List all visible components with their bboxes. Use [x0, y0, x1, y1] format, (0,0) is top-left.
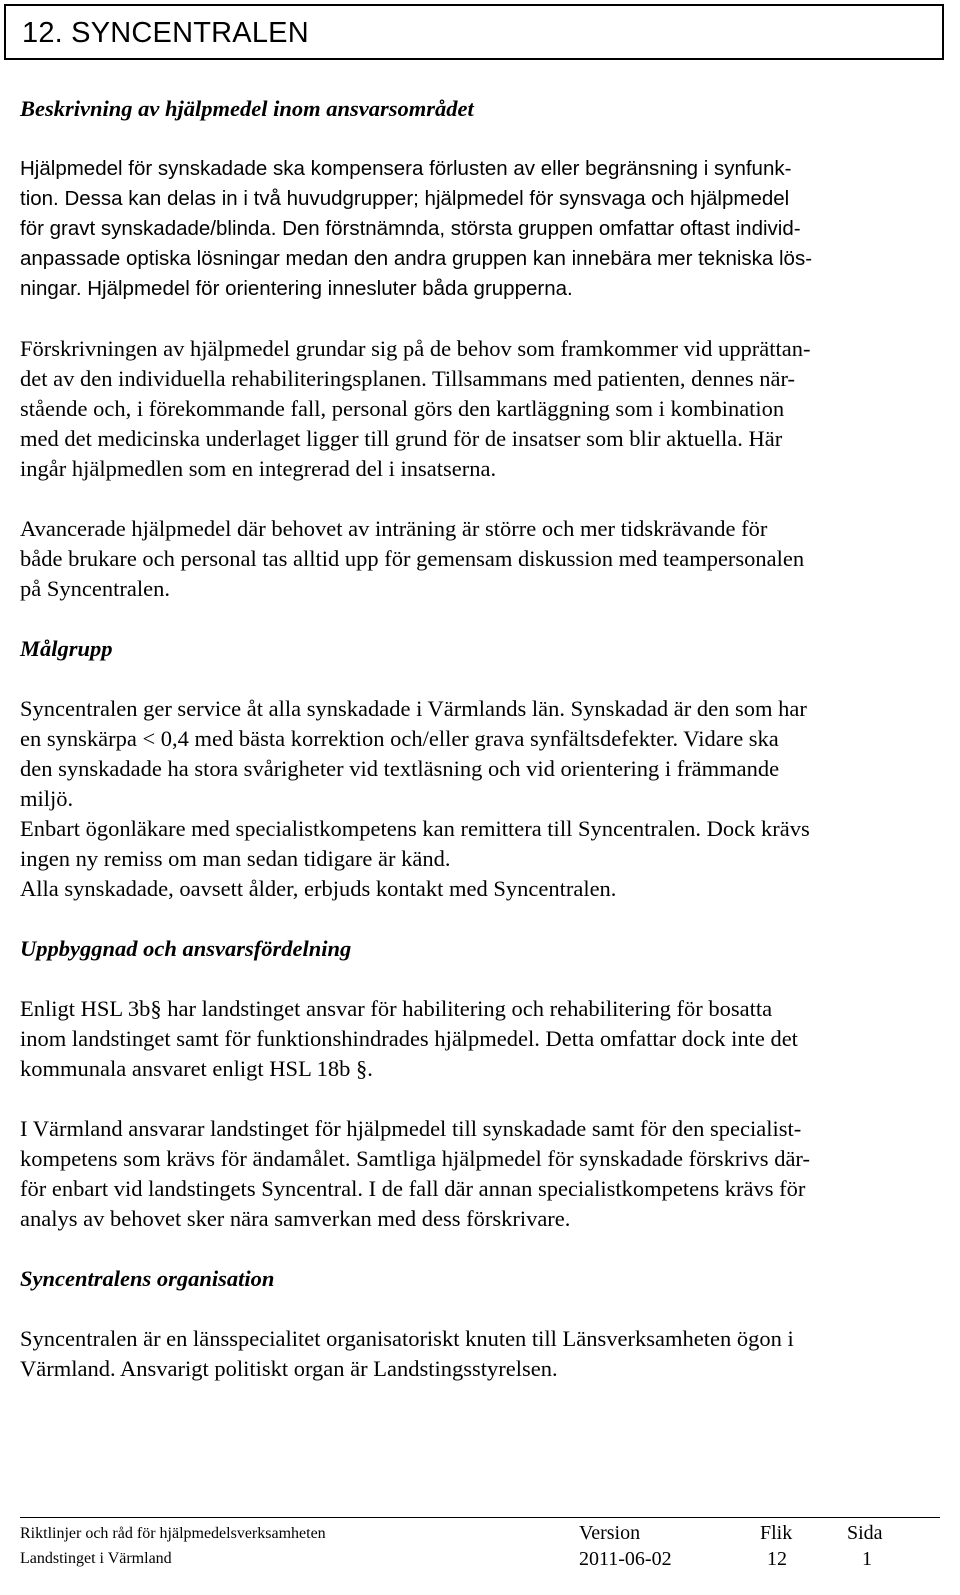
text-line: Förskrivningen av hjälpmedel grundar sig på de behov som framkommer vid upprättan- — [20, 336, 811, 361]
footer-organisation: Landstinget i Värmland — [20, 1550, 172, 1567]
text-line: det av den individuella rehabiliteringsplanen. Tillsammans med patienten, dennes när- — [20, 366, 795, 391]
page-footer — [20, 1517, 940, 1595]
text-line: på Syncentralen. — [20, 576, 170, 601]
text-line: ingen ny remiss om man sedan tidigare är känd. — [20, 846, 451, 871]
section-heading-organisation: Syncentralens organisation — [20, 1266, 275, 1291]
text-line: den synskadade ha stora svårigheter vid textläsning och vid orientering i främmande — [20, 756, 780, 781]
footer-flik-label: Flik — [760, 1522, 793, 1544]
footer-sida-label: Sida — [847, 1522, 883, 1544]
text-line: Syncentralen ger service åt alla synskadade i Värmlands län. Synskadad är den som har — [20, 696, 807, 721]
text-line: I Värmland ansvarar landstinget för hjälpmedel till synskadade samt för den specialist- — [20, 1116, 802, 1141]
text-line: miljö. — [20, 786, 74, 811]
text-line: Alla synskadade, oavsett ålder, erbjuds kontakt med Syncentralen. — [20, 876, 617, 901]
footer-flik-value: 12 — [767, 1548, 787, 1570]
text-line: kommunala ansvaret enligt HSL 18b §. — [20, 1056, 373, 1081]
text-line: både brukare och personal tas alltid upp för gemensam diskussion med teampersonalen — [20, 546, 805, 571]
text-line: Avancerade hjälpmedel där behovet av inträning är större och mer tidskrävande för — [20, 516, 768, 541]
chapter-title: 12. SYNCENTRALEN — [22, 17, 309, 49]
section-heading-beskrivning: Beskrivning av hjälpmedel inom ansvarsområdet — [20, 96, 474, 121]
text-line: Hjälpmedel för synskadade ska kompensera förlusten av eller begränsning i synfunk- — [20, 157, 792, 180]
text-line: Enbart ögonläkare med specialistkompetens kan remittera till Syncentralen. Dock krävs — [20, 816, 810, 841]
text-line: anpassade optiska lösningar medan den andra gruppen kan innebära mer tekniska lös- — [20, 247, 813, 270]
text-line: ningar. Hjälpmedel för orientering innesluter båda grupperna. — [20, 277, 573, 300]
paragraph-uppbyggnad-1 — [20, 994, 940, 1084]
text-line: Enligt HSL 3b§ har landstinget ansvar för habilitering och rehabilitering för bosatta — [20, 996, 773, 1021]
text-line: för gravt synskadade/blinda. Den förstnämnda, största gruppen omfattar oftast individ- — [20, 217, 801, 240]
footer-document-title: Riktlinjer och råd för hjälpmedelsverksamheten — [20, 1525, 326, 1542]
text-line: analys av behovet sker nära samverkan med dess förskrivare. — [20, 1206, 571, 1231]
paragraph-beskrivning-3 — [20, 514, 940, 604]
footer-version-label: Version — [579, 1522, 641, 1544]
text-line: ingår hjälpmedlen som en integrerad del i insatserna. — [20, 456, 497, 481]
paragraph-beskrivning-2 — [20, 334, 940, 484]
text-line: med det medicinska underlaget ligger till grund för de insatser som blir aktuella. Här — [20, 426, 783, 451]
text-line: Värmland. Ansvarigt politiskt organ är Landstingsstyrelsen. — [20, 1356, 558, 1381]
text-line: kompetens som krävs för ändamålet. Samtliga hjälpmedel för synskadade förskrivs där- — [20, 1146, 810, 1171]
document-body — [20, 94, 940, 1384]
text-line: tion. Dessa kan delas in i två huvudgrupper; hjälpmedel för synsvaga och hjälpmedel — [20, 187, 790, 210]
text-line: stående och, i förekommande fall, personal görs den kartläggning som i kombination — [20, 396, 785, 421]
section-heading-malgrupp: Målgrupp — [20, 636, 113, 661]
paragraph-malgrupp — [20, 694, 940, 904]
section-heading-uppbyggnad: Uppbyggnad och ansvarsfördelning — [20, 936, 352, 961]
paragraph-uppbyggnad-2 — [20, 1114, 940, 1234]
paragraph-organisation — [20, 1324, 940, 1384]
footer-version-value: 2011-06-02 — [579, 1548, 672, 1570]
text-line: för enbart vid landstingets Syncentral. I de fall där annan specialistkompetens krävs för — [20, 1176, 806, 1201]
text-line: Syncentralen är en länsspecialitet organisatoriskt knuten till Länsverksamheten ögon i — [20, 1326, 794, 1351]
paragraph-beskrivning-1 — [20, 154, 940, 304]
chapter-title-box — [4, 4, 944, 60]
text-line: inom landstinget samt för funktionshindrades hjälpmedel. Detta omfattar dock inte det — [20, 1026, 798, 1051]
text-line: en synskärpa < 0,4 med bästa korrektion och/eller grava synfältsdefekter. Vidare ska — [20, 726, 779, 751]
footer-sida-value: 1 — [862, 1548, 872, 1570]
